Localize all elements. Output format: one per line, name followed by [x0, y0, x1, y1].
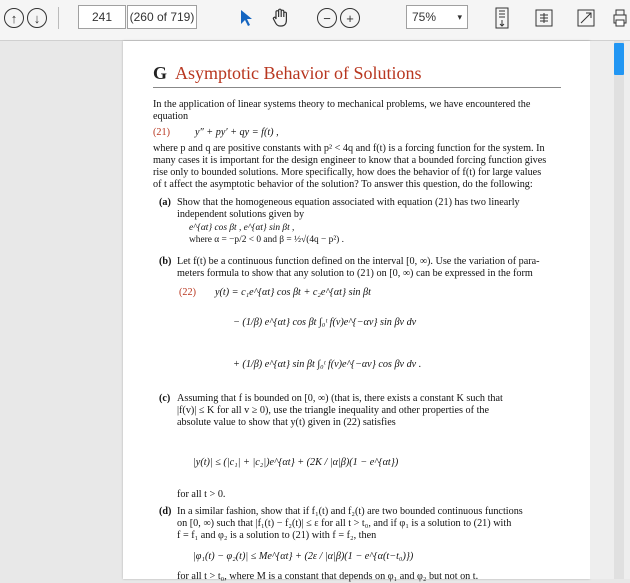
toolbar [0, 0, 630, 41]
part-c-after: for all t > 0. [177, 489, 226, 500]
intro-line-1: In the application of linear systems theory to mechanical problems, we have encountered the [153, 99, 531, 110]
fit-width-button[interactable] [532, 5, 556, 31]
toolbar-separator [58, 5, 59, 31]
chevron-down-icon: ▾ [457, 11, 462, 22]
part-b-line-2: meters formula to show that any solution to (21) on [0, ∞) can be expressed in the form [177, 268, 533, 279]
scrollbar-thumb[interactable] [614, 43, 624, 75]
zoom-select[interactable] [406, 5, 468, 29]
section-letter: G [153, 63, 168, 83]
pdf-page [123, 41, 590, 582]
part-a-line-1: Show that the homogeneous equation associated with equation (21) has two linearly [177, 197, 520, 208]
part-b-label: (b) [159, 256, 172, 267]
part-a-alpha-beta: where α = −p/2 < 0 and β = ½√(4q − p²) . [189, 235, 344, 245]
arrow-down-icon: ↓ [27, 8, 47, 28]
part-a-line-2: independent solutions given by [177, 209, 305, 220]
fit-page-button[interactable] [490, 5, 514, 31]
hand-tool-button[interactable] [266, 5, 296, 31]
equation-21-number: (21) [153, 127, 170, 138]
next-page-button[interactable] [27, 5, 47, 31]
page-count-label [127, 5, 197, 29]
part-a-solutions: e^{αt} cos βt , e^{αt} sin βt , [189, 223, 295, 233]
page-number-value: 241 [91, 10, 113, 24]
para2-line-2: many cases it is important for the design engineer to know that a bounded forcing function gives [153, 155, 547, 166]
fit-width-icon [533, 7, 555, 29]
scrollbar-track[interactable] [614, 41, 624, 579]
part-d-label: (d) [159, 506, 172, 517]
previous-page-button[interactable] [4, 5, 24, 31]
section-heading [153, 63, 422, 84]
plus-icon: + [340, 8, 360, 28]
part-c-inequality: |y(t)| ≤ (|c₁| + |c₂|)e^{αt} + (2K / |α|β)(1 − e^{αt}) [193, 457, 399, 468]
part-c-label: (c) [159, 393, 171, 404]
part-c-line-3: absolute value to show that y(t) given in (22) satisfies [177, 417, 396, 428]
page-number-input[interactable] [78, 5, 126, 29]
zoom-value: 75% [412, 10, 437, 24]
part-c-line-2: |f(v)| ≤ K for all v ≥ 0), use the triangle inequality and other properties of the [177, 405, 490, 416]
more-options-button[interactable] [610, 5, 630, 31]
part-c-line-1: Assuming that f is bounded on [0, ∞) (that is, there exists a constant K such that [177, 393, 503, 404]
hand-icon [270, 7, 292, 29]
arrow-up-icon: ↑ [4, 8, 24, 28]
part-d-inequality: |φ₁(t) − φ₂(t)| ≤ Me^{αt} + (2ε / |α|β)(1 − e^{α(t−t₀)}) [193, 551, 414, 562]
print-icon [612, 7, 628, 29]
select-tool-button[interactable] [232, 5, 262, 31]
equation-22-term-2: − (1/β) e^{αt} cos βt ∫₀ᵗ f(v)e^{−αv} sin βv dv [233, 317, 417, 328]
part-d-after: for all t > t₀, where M is a constant that depends on φ₁ and φ₂ but not on t. [177, 571, 479, 582]
cursor-arrow-icon [239, 9, 255, 27]
expand-icon [575, 7, 597, 29]
vertical-scrollbar[interactable] [590, 41, 630, 579]
page-count-text: (260 of 719) [129, 10, 195, 24]
part-a-label: (a) [159, 197, 171, 208]
fit-page-icon [492, 6, 512, 30]
part-d-line-2: on [0, ∞) such that |f₁(t) − f₂(t)| ≤ ε for all t > t₀, and if φ₁ is a solution to (21) with [177, 518, 512, 529]
equation-22-term-3: + (1/β) e^{αt} sin βt ∫₀ᵗ f(v)e^{−αv} cos βv dv . [233, 359, 422, 370]
part-b-line-1: Let f(t) be a continuous function defined on the interval [0, ∞). Use the variation of para- [177, 256, 540, 267]
intro-line-2: equation [153, 111, 189, 122]
heading-rule [153, 87, 561, 88]
para2-line-4: of t affect the asymptotic behavior of the solution? To answer this question, do the following: [153, 179, 533, 190]
part-d-line-1: In a similar fashion, show that if f₁(t) and f₂(t) are two bounded continuous functions [177, 506, 523, 517]
para2-line-3: rise only to bounded solutions. More specifically, how does the behavior of f(t) for large values [153, 167, 542, 178]
equation-22: y(t) = c₁e^{αt} cos βt + c₂e^{αt} sin βt [215, 287, 371, 298]
zoom-in-button[interactable] [340, 5, 360, 31]
para2-line-1: where p and q are positive constants with p² < 4q and f(t) is a forcing function for the system. In [153, 143, 545, 154]
equation-22-number: (22) [179, 287, 196, 298]
minus-icon: − [317, 8, 337, 28]
equation-21: y″ + py′ + qy = f(t) , [195, 127, 279, 138]
zoom-out-button[interactable] [317, 5, 337, 31]
section-title: Asymptotic Behavior of Solutions [175, 63, 422, 83]
full-screen-button[interactable] [574, 5, 598, 31]
part-d-line-3: f = f₁ and φ₂ is a solution to (21) with f = f₂, then [177, 530, 377, 541]
